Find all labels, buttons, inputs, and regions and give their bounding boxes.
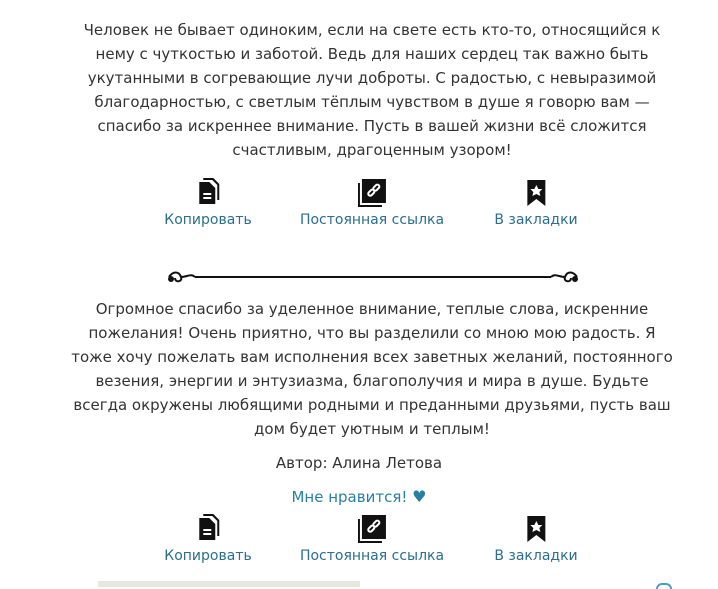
heart-icon: ♥	[412, 487, 427, 506]
post-2-text: Огромное спасибо за уделенное внимание, теплые слова, искренние пожелания! Очень приятно, что вы разделили со мною мою радость. Я тоже хочу пожелать вам исполнения всех заветных желаний, постоянного везения, энергии и энтузиазма, благополучия и мира в душе. Будьте всегда окружены любящими родными и преданными друзьями, пусть ваш дом будет уютным и теплым!	[71, 300, 673, 438]
permalink-label: Постоянная ссылка	[299, 548, 445, 564]
copy-button[interactable]	[164, 512, 251, 564]
copy-label: Копировать	[164, 212, 252, 228]
permalink-label: Постоянная ссылка	[299, 212, 445, 228]
copy-label: Копировать	[164, 548, 252, 564]
post-2-actions	[0, 512, 718, 572]
bookmark-button[interactable]	[494, 512, 577, 564]
post-2	[70, 297, 674, 441]
bookmark-label: В закладки	[494, 212, 578, 228]
next-post-image	[98, 581, 360, 587]
post-1-text: Человек не бывает одиноким, если на свете есть кто-то, относящийся к нему с чуткостью и заботой. Ведь для наших сердец так важно быть укутанными в согревающие лучи доброты. С радостью, с невыразимой благодарностью, с светлым тёплым чувством в душе я говорю вам — спасибо за искреннее внимание. Пусть в вашей жизни всё сложится счастливым, драгоценным узором!	[83, 21, 661, 159]
document-copy-icon	[195, 512, 221, 546]
like-button[interactable]	[0, 487, 718, 506]
ornament-divider	[165, 270, 581, 284]
permalink-button[interactable]	[300, 176, 444, 228]
chain-link-icon	[358, 176, 386, 210]
scroll-indicator[interactable]	[656, 583, 672, 589]
permalink-button[interactable]	[300, 512, 444, 564]
chain-link-icon	[358, 512, 386, 546]
like-label: Мне нравится!	[291, 488, 408, 506]
post-2-author: Автор: Алина Летова	[275, 454, 443, 472]
bookmark-star-icon	[525, 176, 547, 210]
post-1-actions	[0, 176, 718, 236]
post-1	[70, 18, 674, 162]
bookmark-label: В закладки	[494, 548, 578, 564]
bookmark-button[interactable]	[494, 176, 577, 228]
bookmark-star-icon	[525, 512, 547, 546]
copy-button[interactable]	[164, 176, 251, 228]
document-copy-icon	[195, 176, 221, 210]
